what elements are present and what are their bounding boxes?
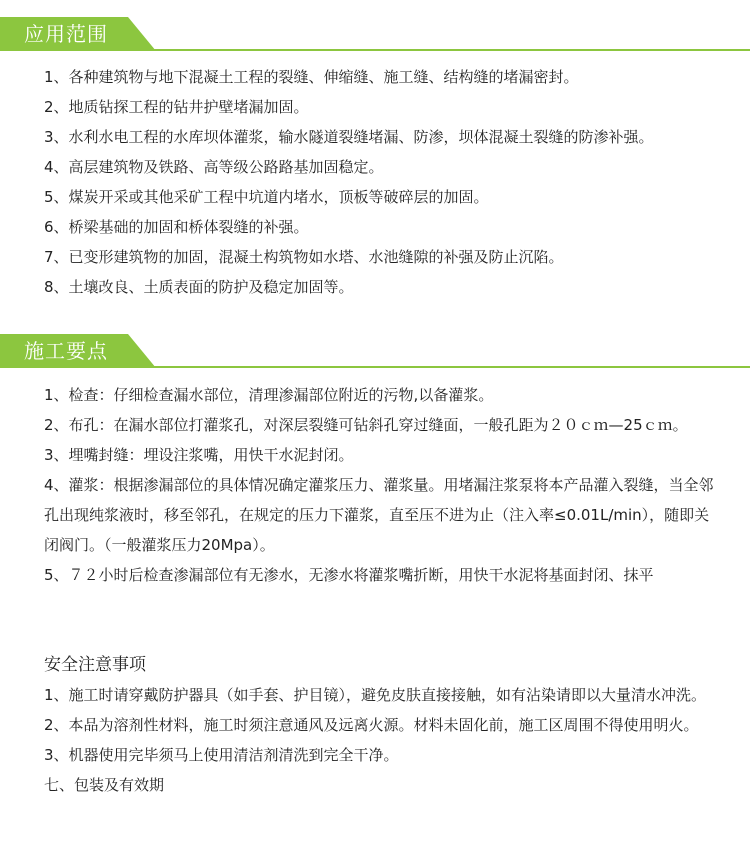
list-item: 2、本品为溶剂性材料，施工时须注意通风及远离火源。材料未固化前，施工区周围不得使用明火。 xyxy=(44,716,699,734)
list-item: 2、布孔：在漏水部位打灌浆孔，对深层裂缝可钻斜孔穿过缝面，一般孔距为２０ｃｍ—25ｃｍ。 xyxy=(44,416,688,434)
list-item: 1、检查：仔细检查漏水部位，清理渗漏部位附近的污物,以备灌浆。 xyxy=(44,386,494,404)
list-item: 5、７２小时后检查渗漏部位有无渗水，无渗水将灌浆嘴折断，用快干水泥将基面封闭、抹平 xyxy=(44,566,654,584)
list-item: 3、机器使用完毕须马上使用清洁剂清洗到完全干净。 xyxy=(44,746,399,764)
list-item: 3、埋嘴封缝：埋设注浆嘴，用快干水泥封闭。 xyxy=(44,446,354,464)
section-title: 应用范围 xyxy=(24,22,108,46)
list-item: 1、施工时请穿戴防护器具（如手套、护目镜），避免皮肤直接接触，如有沾染请即以大量清水冲洗。 xyxy=(44,686,707,704)
list-item: 4、高层建筑物及铁路、高等级公路路基加固稳定。 xyxy=(44,158,384,176)
list-item: 2、地质钻探工程的钻井护壁堵漏加固。 xyxy=(44,98,309,116)
packaging-heading: 七、包装及有效期 xyxy=(44,776,165,794)
section-header-construction-points xyxy=(0,334,750,376)
header-divider-line xyxy=(0,366,750,368)
list-item: 5、煤炭开采或其他采矿工程中坑道内堵水，顶板等破碎层的加固。 xyxy=(44,188,489,206)
list-item: 8、土壤改良、土质表面的防护及稳定加固等。 xyxy=(44,278,354,296)
list-item: 1、各种建筑物与地下混凝土工程的裂缝、伸缩缝、施工缝、结构缝的堵漏密封。 xyxy=(44,68,579,86)
list-item: 4、灌浆：根据渗漏部位的具体情况确定灌浆压力、灌浆量。用堵漏注浆泵将本产品灌入裂缝，当全邻孔出现纯浆液时，移至邻孔，在规定的压力下灌浆，直至压不进为止（注入率≤0.01L/min），随即关闭阀门。（一般灌浆压力20Mpa）。 xyxy=(44,476,714,554)
list-item: 3、水利水电工程的水库坝体灌浆，输水隧道裂缝堵漏、防渗，坝体混凝土裂缝的防渗补强。 xyxy=(44,128,654,146)
header-divider-line xyxy=(0,49,750,51)
list-item: 6、桥梁基础的加固和桥体裂缝的补强。 xyxy=(44,218,309,236)
safety-notes-block xyxy=(44,650,724,800)
safety-notes-heading: 安全注意事项 xyxy=(44,655,146,675)
application-scope-list xyxy=(44,62,724,302)
section-header-application-scope xyxy=(0,17,750,59)
section-title: 施工要点 xyxy=(24,339,108,363)
list-item: 7、已变形建筑物的加固，混凝土构筑物如水塔、水池缝隙的补强及防止沉陷。 xyxy=(44,248,564,266)
construction-points-list xyxy=(44,380,724,590)
